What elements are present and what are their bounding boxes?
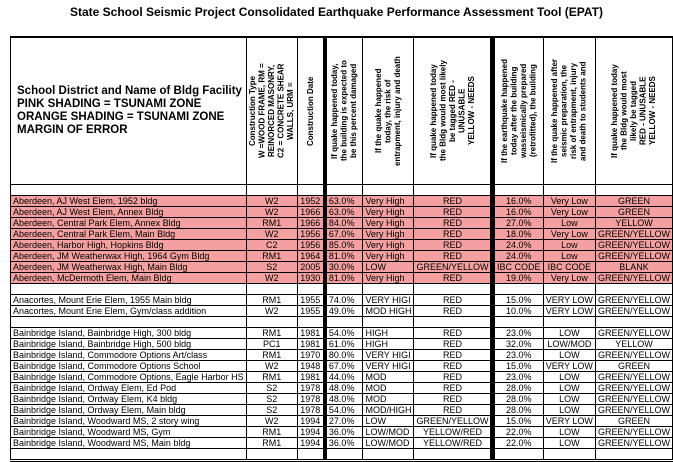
cell-name: Bainbridge Island, Commodore Options, Eagle Harbor HS (11, 372, 247, 383)
cell-tag: RED (414, 207, 491, 218)
cell-retrofit-percent: 15.0% (494, 295, 543, 306)
cell-tag: RED (414, 383, 491, 394)
cell-name: Bainbridge Island, Woodward MS, 2 story wing (11, 416, 247, 427)
cell-name (11, 449, 247, 461)
cell-construction-date (297, 284, 323, 295)
cell-construction-type: C2 (246, 240, 297, 251)
cell-percent-damaged: 54.0% (326, 405, 363, 416)
cell-tag: YELLOW/RED (414, 427, 491, 438)
cell-construction-type (246, 185, 297, 196)
cell-retrofit-percent: 27.0% (494, 218, 543, 229)
cell-percent-damaged: 44.0% (326, 372, 363, 383)
cell-retrofit-tag: GREEN/YELLOW (595, 394, 672, 405)
cell-percent-damaged: 48.0% (326, 383, 363, 394)
cell-construction-type: RM1 (246, 438, 297, 449)
cell-retrofit-percent: 32.0% (494, 339, 543, 350)
cell-construction-type: RM1 (246, 218, 297, 229)
cell-retrofit-tag: GREEN/YELLOW (595, 405, 672, 416)
cell-risk: VERY HIGI (363, 295, 414, 306)
cell-retrofit-percent (494, 185, 543, 196)
table-row (11, 383, 673, 394)
cell-construction-type: RM1 (246, 295, 297, 306)
cell-risk: Very High (363, 207, 414, 218)
cell-percent-damaged (326, 185, 363, 196)
cell-retrofit-risk: Very Low (543, 196, 595, 207)
table-row (11, 196, 673, 207)
cell-retrofit-tag: YELLOW (595, 218, 672, 229)
cell-percent-damaged: 85.0% (326, 240, 363, 251)
cell-percent-damaged: 81.0% (326, 251, 363, 262)
blank-row (11, 284, 673, 295)
table-row (11, 361, 673, 372)
cell-retrofit-percent: 28.0% (494, 383, 543, 394)
cell-percent-damaged: 36.0% (326, 438, 363, 449)
cell-construction-type: W2 (246, 361, 297, 372)
cell-tag: RED (414, 339, 491, 350)
table-row (11, 273, 673, 284)
cell-retrofit-percent: 24.0% (494, 251, 543, 262)
cell-retrofit-risk: LOW (543, 372, 595, 383)
cell-retrofit-tag: GREEN/YELLOW (595, 427, 672, 438)
cell-percent-damaged: 49.0% (326, 306, 363, 317)
cell-risk: Very High (363, 229, 414, 240)
cell-tag: RED (414, 229, 491, 240)
cell-risk: HIGH (363, 339, 414, 350)
cell-tag: RED (414, 405, 491, 416)
cell-retrofit-percent: 22.0% (494, 438, 543, 449)
cell-risk: Very High (363, 251, 414, 262)
cell-construction-type: RM1 (246, 427, 297, 438)
cell-name: Aberdeen, AJ West Elem, Annex Bldg (11, 207, 247, 218)
cell-construction-type: S2 (246, 383, 297, 394)
cell-tag: GREEN/YELLOW (414, 416, 491, 427)
cell-retrofit-tag (595, 284, 672, 295)
cell-retrofit-tag: GREEN/YELLOW (595, 438, 672, 449)
cell-retrofit-percent: 10.0% (494, 306, 543, 317)
header-risk: If the quake happened today, the risk of entrapment, injury and death (363, 37, 414, 185)
cell-construction-type: RM1 (246, 350, 297, 361)
cell-construction-date: 1956 (297, 229, 323, 240)
table-row (11, 240, 673, 251)
header-name: School District and Name of Bldg Facility PINK SHADING = TSUNAMI ZONE ORANGE SHADING = TSUNAMI ZONE MARGIN OF ERROR (11, 37, 247, 185)
cell-retrofit-risk: LOW (543, 438, 595, 449)
cell-construction-type: RM1 (246, 328, 297, 339)
cell-construction-date: 1970 (297, 350, 323, 361)
cell-retrofit-risk: VERY LOW (543, 295, 595, 306)
table-row (11, 438, 673, 449)
cell-name: Aberdeen, JM Weatherwax High, Main Bldg (11, 262, 247, 273)
cell-tag: YELLOW/RED (414, 438, 491, 449)
cell-percent-damaged: 54.0% (326, 328, 363, 339)
cell-name: Anacortes, Mount Erie Elem, 1955 Main bldg (11, 295, 247, 306)
cell-tag: RED (414, 394, 491, 405)
cell-risk: LOW (363, 416, 414, 427)
cell-construction-type: RM1 (246, 372, 297, 383)
cell-risk: MOD HIGH (363, 306, 414, 317)
cell-construction-date: 1948 (297, 361, 323, 372)
cell-retrofit-tag: GREEN/YELLOW (595, 383, 672, 394)
cell-construction-date (297, 317, 323, 328)
header-retrofit-percent: If the earthquake happened today after the building wasseismically prepared (retrofitted), the building (494, 37, 543, 185)
table-row (11, 295, 673, 306)
cell-construction-date: 1956 (297, 240, 323, 251)
cell-retrofit-risk: VERY LOW (543, 306, 595, 317)
header-construction-type: Construction Type W =WOOD FRAME, RM = REINORCED MASONRY, C2 = CONCRETE SHEAR WALLS, URM = (246, 37, 297, 185)
cell-retrofit-risk: Very Low (543, 207, 595, 218)
cell-retrofit-tag: GREEN/YELLOW (595, 229, 672, 240)
cell-name: Aberdeen, Central Park Elem, Annex Bldg (11, 218, 247, 229)
table-row (11, 394, 673, 405)
cell-tag: RED (414, 295, 491, 306)
cell-percent-damaged (326, 317, 363, 328)
table-row (11, 306, 673, 317)
cell-retrofit-risk: VERY LOW (543, 361, 595, 372)
cell-construction-type: W2 (246, 273, 297, 284)
cell-tag: RED (414, 196, 491, 207)
cell-risk: Very High (363, 218, 414, 229)
cell-percent-damaged: 63.0% (326, 196, 363, 207)
cell-risk: LOW/MOD (363, 427, 414, 438)
cell-construction-date: 1978 (297, 383, 323, 394)
cell-construction-date: 1981 (297, 339, 323, 350)
cell-name: Bainbridge Island, Ordway Elem, Main bldg (11, 405, 247, 416)
cell-percent-damaged: 48.0% (326, 394, 363, 405)
cell-name: Bainbridge Island, Bainbridge High, 300 bldg (11, 328, 247, 339)
table-row (11, 328, 673, 339)
cell-risk: MOD (363, 394, 414, 405)
cell-construction-type: S2 (246, 262, 297, 273)
cell-retrofit-risk: IBC CODE (543, 262, 595, 273)
cell-percent-damaged: 67.0% (326, 361, 363, 372)
cell-name: Bainbridge Island, Woodward MS, Gym (11, 427, 247, 438)
cell-retrofit-percent: 15.0% (494, 416, 543, 427)
cell-construction-type: W2 (246, 196, 297, 207)
cell-name: Aberdeen, McDermoth Elem, Main Bldg (11, 273, 247, 284)
cell-percent-damaged (326, 449, 363, 461)
cell-retrofit-risk (543, 185, 595, 196)
table-row (11, 372, 673, 383)
cell-retrofit-tag: GREEN/YELLOW (595, 350, 672, 361)
cell-construction-date: 1994 (297, 416, 323, 427)
cell-retrofit-percent: 28.0% (494, 394, 543, 405)
cell-tag (414, 449, 491, 461)
cell-retrofit-percent: 19.0% (494, 273, 543, 284)
cell-retrofit-percent: 24.0% (494, 240, 543, 251)
cell-retrofit-percent: 23.0% (494, 372, 543, 383)
cell-percent-damaged: 74.0% (326, 295, 363, 306)
cell-construction-type: RM1 (246, 251, 297, 262)
cell-name: Aberdeen, JM Weatherwax High, 1964 Gym Bldg (11, 251, 247, 262)
cell-percent-damaged: 27.0% (326, 416, 363, 427)
cell-retrofit-risk: Very Low (543, 273, 595, 284)
cell-tag: RED (414, 361, 491, 372)
cell-name: Bainbridge Island, Commodore Options School (11, 361, 247, 372)
cell-percent-damaged: 80.0% (326, 350, 363, 361)
cell-construction-date: 1930 (297, 273, 323, 284)
cell-name: Aberdeen, Central Park Elem, Main Bldg (11, 229, 247, 240)
blank-row (11, 449, 673, 461)
cell-retrofit-tag: GREEN (595, 207, 672, 218)
cell-tag: RED (414, 350, 491, 361)
cell-retrofit-percent: 15.0% (494, 361, 543, 372)
table-row (11, 350, 673, 361)
cell-retrofit-tag (595, 185, 672, 196)
table-body (11, 185, 673, 461)
cell-retrofit-percent (494, 449, 543, 461)
cell-construction-type: W2 (246, 416, 297, 427)
cell-risk: Very High (363, 196, 414, 207)
cell-tag (414, 185, 491, 196)
cell-retrofit-risk: LOW (543, 427, 595, 438)
cell-construction-date: 1966 (297, 207, 323, 218)
table-row (11, 339, 673, 350)
cell-percent-damaged: 63.0% (326, 207, 363, 218)
cell-retrofit-percent: 16.0% (494, 196, 543, 207)
cell-name: Bainbridge Island, Bainbridge High, 500 bldg (11, 339, 247, 350)
cell-retrofit-risk: LOW (543, 383, 595, 394)
table-row (11, 405, 673, 416)
cell-tag: RED (414, 372, 491, 383)
cell-tag: RED (414, 328, 491, 339)
cell-retrofit-risk: Low (543, 240, 595, 251)
table-row (11, 416, 673, 427)
cell-retrofit-risk: LOW (543, 328, 595, 339)
cell-retrofit-tag: GREEN (595, 416, 672, 427)
cell-risk: HIGH (363, 328, 414, 339)
cell-percent-damaged: 84.0% (326, 218, 363, 229)
cell-risk: LOW (363, 262, 414, 273)
cell-tag (414, 284, 491, 295)
cell-construction-date: 1964 (297, 251, 323, 262)
cell-retrofit-percent: 18.0% (494, 229, 543, 240)
header-construction-date: Construction Date (297, 37, 323, 185)
table-row (11, 229, 673, 240)
cell-tag: RED (414, 306, 491, 317)
cell-retrofit-tag (595, 449, 672, 461)
cell-tag: GREEN/YELLOW (414, 262, 491, 273)
cell-construction-date: 1981 (297, 372, 323, 383)
cell-tag: RED (414, 251, 491, 262)
cell-retrofit-risk: Low (543, 251, 595, 262)
cell-retrofit-risk: LOW (543, 350, 595, 361)
cell-retrofit-tag: BLANK (595, 262, 672, 273)
cell-retrofit-percent (494, 284, 543, 295)
cell-name: Bainbridge Island, Woodward MS, Main bldg (11, 438, 247, 449)
header-tag: If quake happened today the Bldg would most likely be tagged RED - UNUSABLE YELLOW - NEEDS (414, 37, 491, 185)
cell-construction-date: 1955 (297, 306, 323, 317)
cell-construction-date (297, 449, 323, 461)
cell-construction-date: 1978 (297, 405, 323, 416)
header-row (11, 37, 673, 185)
table-row (11, 218, 673, 229)
cell-construction-type (246, 449, 297, 461)
cell-risk: LOW/MOD (363, 438, 414, 449)
cell-risk: VERY HIGI (363, 350, 414, 361)
cell-tag: RED (414, 218, 491, 229)
cell-construction-date: 1981 (297, 328, 323, 339)
cell-risk: VERY HIGI (363, 361, 414, 372)
cell-percent-damaged: 30.0% (326, 262, 363, 273)
cell-retrofit-tag (595, 317, 672, 328)
cell-name: Aberdeen, Harbor High, Hopkins Bldg (11, 240, 247, 251)
cell-construction-date: 2005 (297, 262, 323, 273)
cell-name (11, 185, 247, 196)
cell-percent-damaged: 81.0% (326, 273, 363, 284)
cell-retrofit-percent: 23.0% (494, 350, 543, 361)
cell-retrofit-percent: 22.0% (494, 427, 543, 438)
cell-retrofit-tag: GREEN/YELLOW (595, 328, 672, 339)
cell-construction-type (246, 317, 297, 328)
cell-name: Aberdeen, AJ West Elem, 1952 bldg (11, 196, 247, 207)
cell-name: Anacortes, Mount Erie Elem, Gym/class addition (11, 306, 247, 317)
cell-name (11, 317, 247, 328)
cell-risk (363, 185, 414, 196)
blank-row (11, 185, 673, 196)
cell-retrofit-percent: IBC CODE (494, 262, 543, 273)
cell-retrofit-risk: Low (543, 218, 595, 229)
cell-risk (363, 284, 414, 295)
cell-risk (363, 317, 414, 328)
cell-risk: Very High (363, 273, 414, 284)
cell-retrofit-risk: LOW/MOD (543, 339, 595, 350)
cell-retrofit-percent: 16.0% (494, 207, 543, 218)
cell-construction-type: S2 (246, 405, 297, 416)
cell-name (11, 284, 247, 295)
cell-construction-type: W2 (246, 306, 297, 317)
table-row (11, 251, 673, 262)
cell-construction-date: 1955 (297, 295, 323, 306)
cell-construction-date: 1994 (297, 427, 323, 438)
cell-tag: RED (414, 273, 491, 284)
cell-retrofit-tag: GREEN/YELLOW (595, 240, 672, 251)
cell-construction-date: 1994 (297, 438, 323, 449)
cell-retrofit-risk (543, 284, 595, 295)
table-row (11, 427, 673, 438)
table-row (11, 262, 673, 273)
cell-retrofit-tag: GREEN/YELLOW (595, 306, 672, 317)
header-retrofit-tag: If quake happened today the Bldg would most likely be tagged RED - UNUSABLE YELLOW - NEEDS (595, 37, 672, 185)
cell-construction-date: 1978 (297, 394, 323, 405)
cell-construction-type: W2 (246, 229, 297, 240)
cell-retrofit-tag: GREEN (595, 196, 672, 207)
cell-construction-type: S2 (246, 394, 297, 405)
cell-retrofit-risk: LOW (543, 405, 595, 416)
table-row (11, 207, 673, 218)
cell-retrofit-tag: GREEN (595, 361, 672, 372)
cell-name: Bainbridge Island, Ordway Elem, Ed Pod (11, 383, 247, 394)
cell-construction-type: W2 (246, 207, 297, 218)
cell-name: Bainbridge Island, Commodore Options Art/class (11, 350, 247, 361)
cell-construction-date (297, 185, 323, 196)
header-percent-damaged: If quake happened today, the building is expected to be this percent damaged (326, 37, 363, 185)
blank-row (11, 317, 673, 328)
cell-construction-type (246, 284, 297, 295)
cell-retrofit-risk: LOW (543, 394, 595, 405)
cell-risk: MOD (363, 383, 414, 394)
cell-retrofit-tag: GREEN/YELLOW (595, 372, 672, 383)
page-title: State School Seismic Project Consolidated Earthquake Performance Assessment Tool (EPAT) (69, 5, 604, 19)
cell-construction-date: 1952 (297, 196, 323, 207)
cell-retrofit-risk (543, 317, 595, 328)
assessment-table (10, 36, 673, 462)
cell-percent-damaged: 61.0% (326, 339, 363, 350)
cell-retrofit-percent: 28.0% (494, 405, 543, 416)
cell-retrofit-tag: GREEN/YELLOW (595, 251, 672, 262)
cell-tag: RED (414, 240, 491, 251)
cell-risk: Very High (363, 240, 414, 251)
cell-percent-damaged (326, 284, 363, 295)
cell-retrofit-percent (494, 317, 543, 328)
cell-risk: MOD (363, 372, 414, 383)
cell-retrofit-risk: Very Low (543, 229, 595, 240)
cell-construction-date: 1966 (297, 218, 323, 229)
cell-retrofit-risk (543, 449, 595, 461)
cell-retrofit-tag: GREEN/YELLOW (595, 295, 672, 306)
cell-retrofit-percent: 23.0% (494, 328, 543, 339)
cell-tag (414, 317, 491, 328)
cell-retrofit-risk: VERY LOW (543, 416, 595, 427)
header-retrofit-risk: If the quake happened after seismic preparation, the risk of entrapment, injury and death to students and (543, 37, 595, 185)
cell-name: Bainbridge Island, Ordway Elem, K4 bldg (11, 394, 247, 405)
cell-retrofit-tag: GREEN/YELLOW (595, 273, 672, 284)
cell-retrofit-tag: YELLOW (595, 339, 672, 350)
cell-construction-type: PC1 (246, 339, 297, 350)
cell-risk: MOD/HIGH (363, 405, 414, 416)
cell-percent-damaged: 67.0% (326, 229, 363, 240)
cell-percent-damaged: 36.0% (326, 427, 363, 438)
cell-risk (363, 449, 414, 461)
